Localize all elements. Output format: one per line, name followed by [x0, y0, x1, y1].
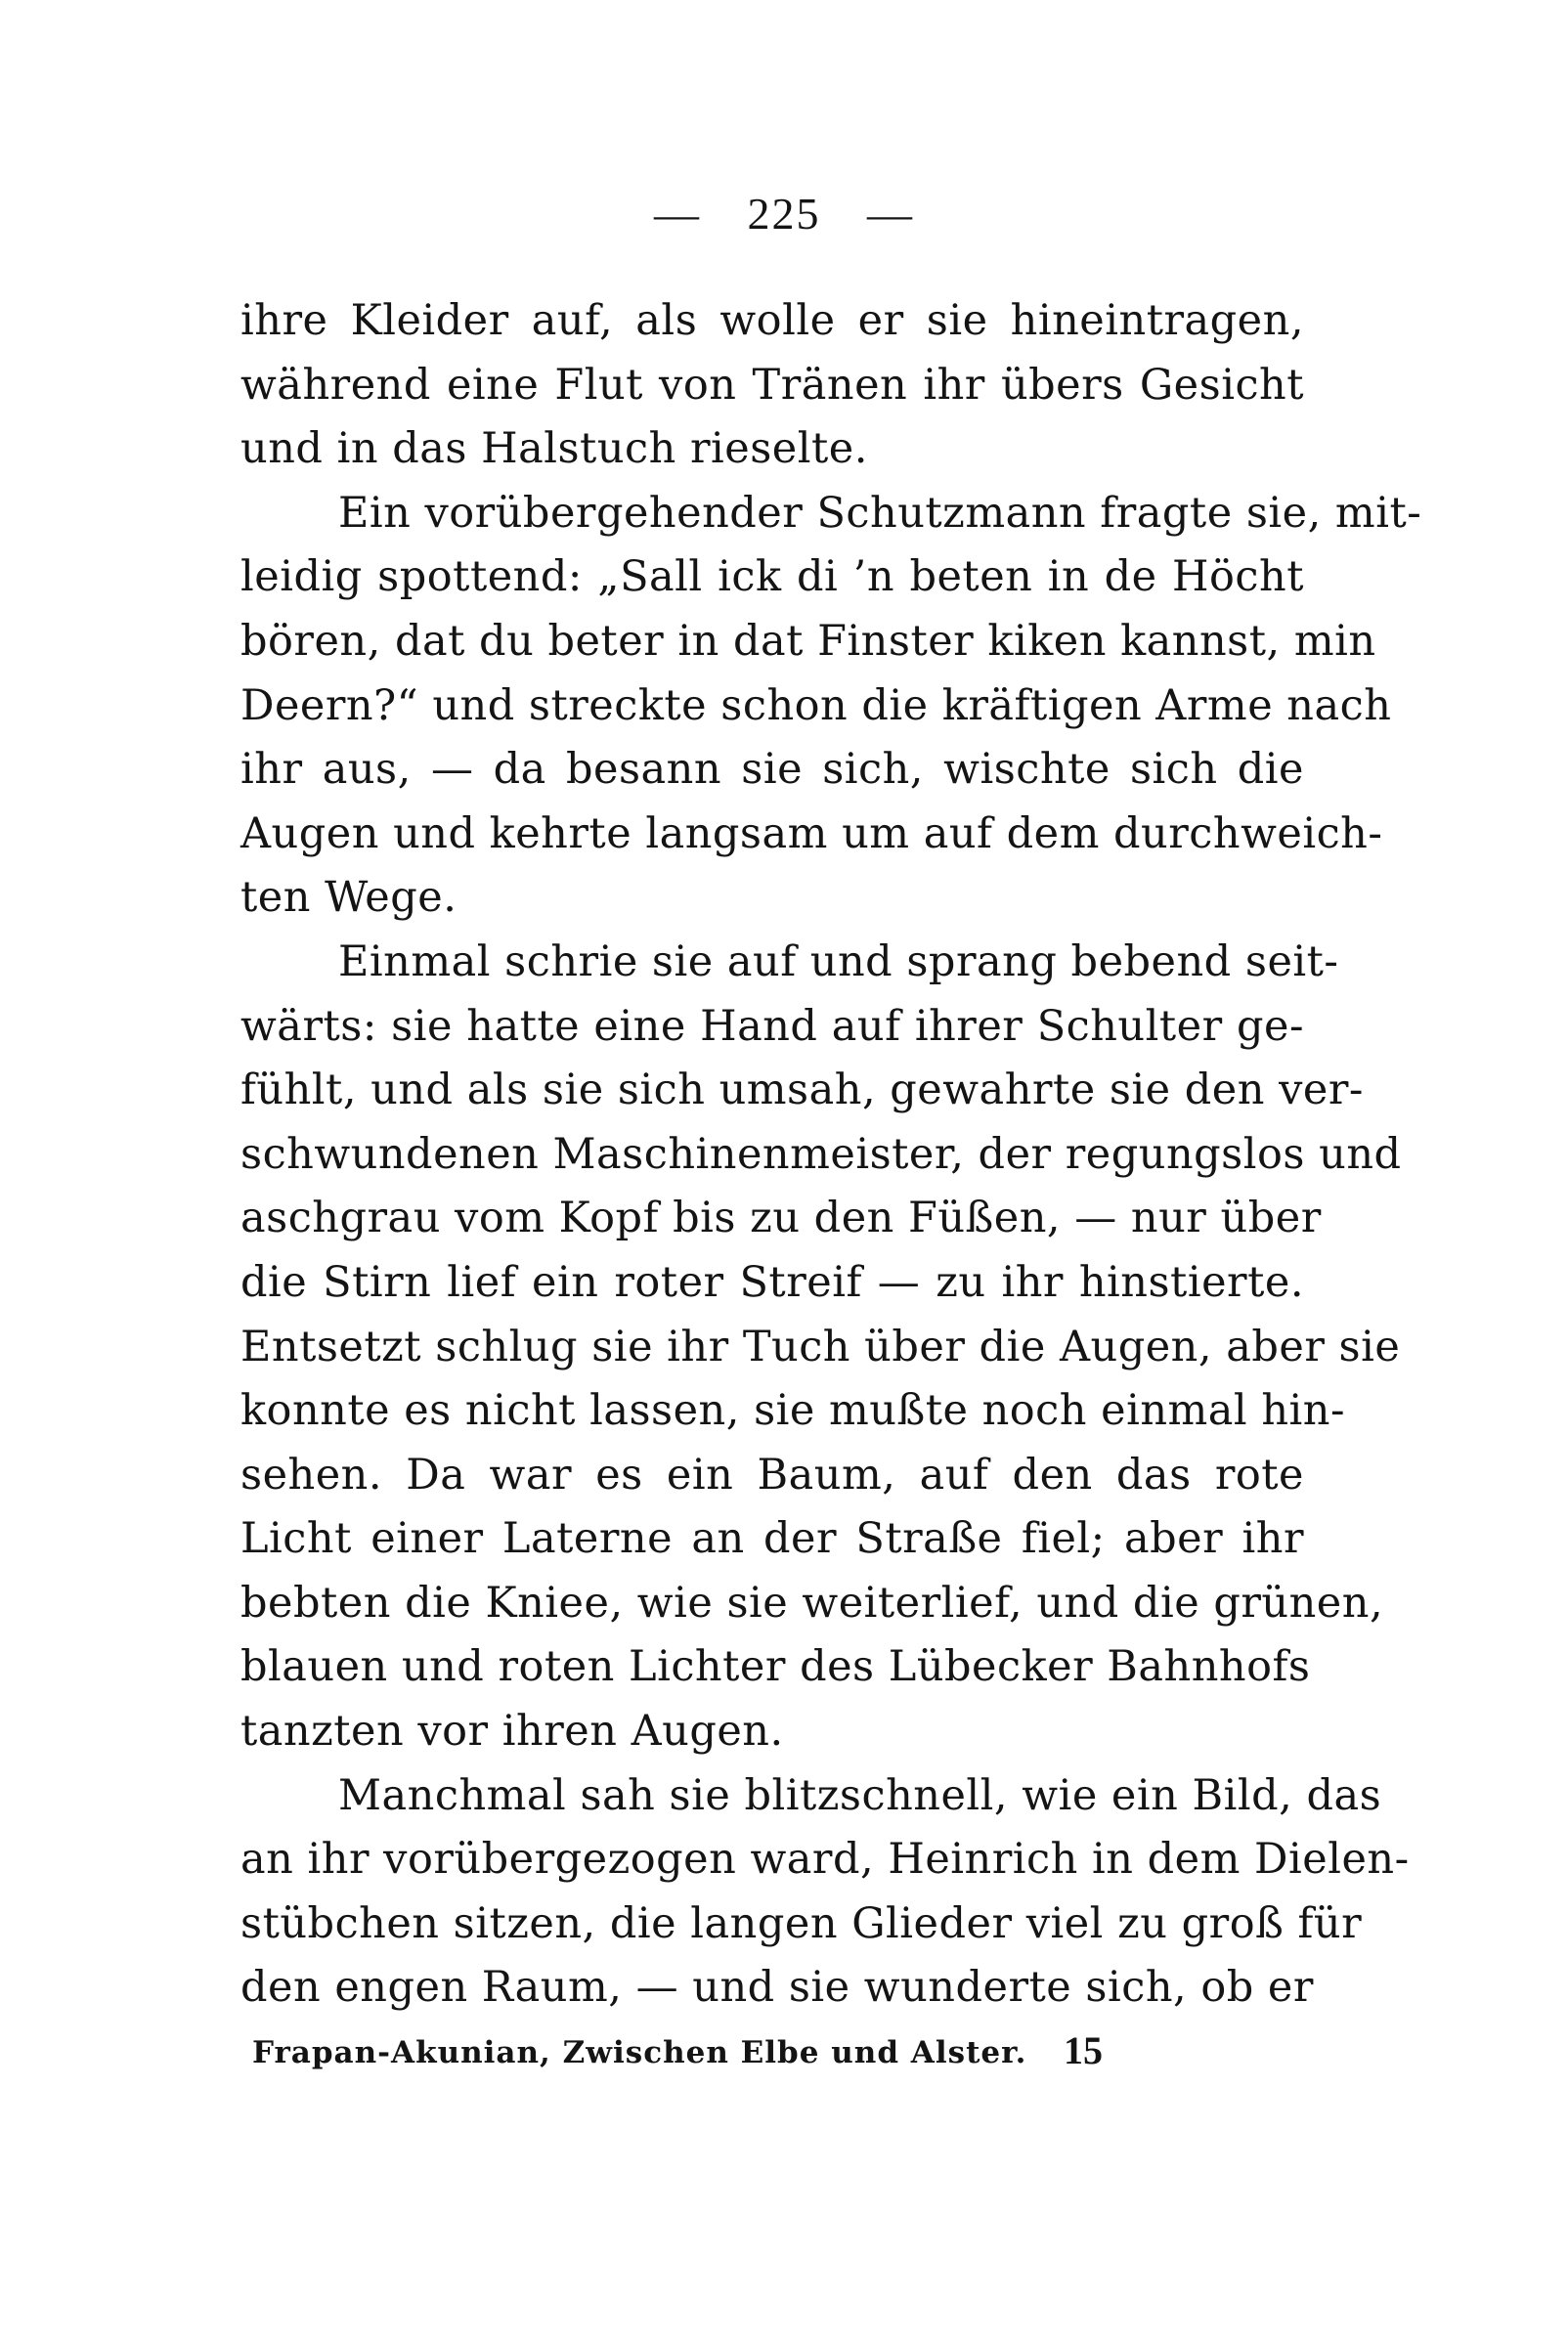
signature-mark: 15 [1064, 2028, 1103, 2072]
text-line: fühlt, und als sie sich umsah, gewahrte sie den ver- [240, 1066, 1364, 1115]
text-line: blauen und roten Lichter des Lübecker Bahnhofs [240, 1642, 1311, 1692]
text-line: tanzten vor ihren Augen. [240, 1707, 784, 1757]
text-line: Einmal schrie sie auf und sprang bebend seit- [338, 936, 1339, 986]
page-number: 225 [747, 189, 821, 239]
text-line: stübchen sitzen, die langen Glieder viel zu groß für [240, 1898, 1363, 1948]
text-line: wärts: sie hatte eine Hand auf ihrer Schulter ge- [240, 1001, 1304, 1051]
text-line: Ein vorübergehender Schutzmann fragte sie, mit- [338, 488, 1422, 538]
running-footer: Frapan-Akunian, Zwischen Elbe und Alster. [252, 2035, 1027, 2070]
header-dash-right: — [867, 189, 914, 239]
text-line: den engen Raum, — und sie wunderte sich, ob er [240, 1963, 1314, 2013]
page-header [0, 188, 1568, 239]
header-dash-left: — [654, 189, 701, 239]
text-line: sehen. Da war es ein Baum, auf den das rote [240, 1450, 1304, 1500]
body-text [240, 289, 1422, 2021]
text-line: bebten die Kniee, wie sie weiterlief, und die grünen, [240, 1578, 1384, 1628]
text-line: Deern?“ und streckte schon die kräftigen Arme nach [240, 680, 1392, 730]
text-line: an ihr vorübergezogen ward, Heinrich in dem Dielen- [240, 1835, 1410, 1885]
text-line: und in das Halstuch rieselte. [240, 424, 868, 474]
text-line: ten Wege. [240, 873, 457, 923]
text-line: aschgrau vom Kopf bis zu den Füßen, — nur über [240, 1194, 1322, 1243]
text-line: während eine Flut von Tränen ihr übers Gesicht [240, 360, 1304, 410]
text-line: konnte es nicht lassen, sie mußte noch einmal hin- [240, 1386, 1346, 1436]
text-line: ihr aus, — da besann sie sich, wischte sich die [240, 745, 1304, 795]
text-line: die Stirn lief ein roter Streif — zu ihr hinstierte. [240, 1257, 1304, 1307]
text-line: Entsetzt schlug sie ihr Tuch über die Augen, aber sie [240, 1322, 1401, 1371]
text-line: leidig spottend: „Sall ick di ’n beten in de Höcht [240, 552, 1304, 602]
text-line: bören, dat du beter in dat Finster kiken kannst, min [240, 616, 1376, 666]
text-line: ihre Kleider auf, als wolle er sie hineintragen, [240, 296, 1304, 345]
text-line: Licht einer Laterne an der Straße fiel; aber ihr [240, 1514, 1304, 1564]
text-line: schwundenen Maschinenmeister, der regungslos und [240, 1129, 1402, 1179]
text-line: Manchmal sah sie blitzschnell, wie ein Bild, das [338, 1770, 1382, 1820]
text-line: Augen und kehrte langsam um auf dem durchweich- [240, 808, 1383, 858]
